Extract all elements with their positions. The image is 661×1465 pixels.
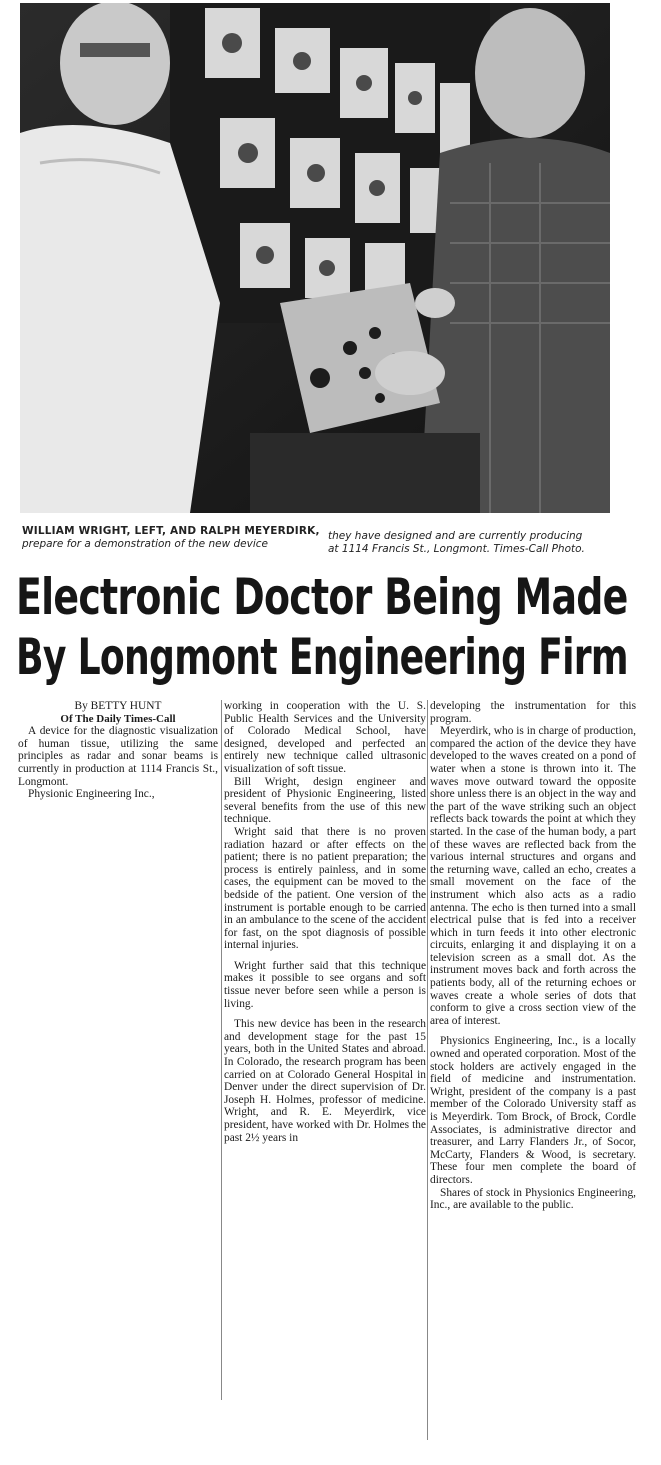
article-paragraph: Wright further said that this technique makes it possible to see organs and soft tissue never before seen while a person is living.: [224, 959, 426, 1010]
article-paragraph: This new device has been in the research and development stage for the past 15 years, both in the United States and abroad. In Colorado, the research program has been carried on at Colorado General Hospital in Denver under the direct supervision of Dr. Joseph H. Holmes, professor of medicine. Wright, and R. E. Meyerdirk, vice president, have worked with Dr. Holmes the past 2½ years in: [224, 1018, 426, 1144]
photo-icon: [20, 3, 610, 513]
article-column-3: [430, 700, 636, 1212]
byline-paper: Of The Daily Times-Call: [60, 712, 176, 725]
caption-line2: prepare for a demonstration of the new device: [22, 538, 268, 550]
article-paragraph: Shares of stock in Physionics Engineering, Inc., are available to the public.: [430, 1186, 636, 1212]
article-paragraph: developing the instrumentation for this program.: [430, 700, 636, 725]
article-column-2: [224, 700, 426, 1144]
article-paragraph: A device for the diagnostic visualization of human tissue, utilizing the same principles as radar and sonar beams is currently in production at 1114 Francis St., Longmont.: [18, 725, 218, 788]
photo-caption-left: [22, 525, 322, 551]
article-paragraph: Wright said that there is no proven radiation hazard or after effects on the patient; there is no patient preparation; the process is entirely painless, and in some cases, the equipment can be moved to the bedside of the patient. One version of the instrument is portable enough to be carried in an ambulance to the scene of the accident for fast, on the spot diagnosis of possible internal injuries.: [224, 825, 426, 952]
photo-caption-right: [328, 530, 628, 556]
column-rule-2: [427, 700, 428, 1440]
news-photo: [20, 3, 610, 513]
article-paragraph: Physionics Engineering, Inc., is a locally owned and operated corporation. Most of the stock holders are actively engaged in the field of medicine and instrumentation. Wright, president of the company is a past member of the Colorado University staff as is Meyerdirk. Tom Brock, of Brock, Cordle Associates, is administrative director and treasurer, and Larry Flanders Jr., of Socor, McCarty, Flanders & Wood, is secretary. These four men complete the board of directors.: [430, 1035, 636, 1186]
article-paragraph: Meyerdirk, who is in charge of production, compared the action of the device they have developed to the waves created on a pond of water when a stone is thrown into it. The waves move outward toward the opposite shore unless there is an object in the way and the part of the wave striking such an object reflects back towards the point at which they started. In the case of the human body, a part of these waves are reflected back from the various internal structures and organs and the returning wave, called an echo, creates a small movement on the face of the instrument which also acts as a radio antenna. The echo is then turned into a small electrical pulse that is fed into a receiver which in turn feeds it into other electronic circuits, enlarging it and displaying it on a television screen as a small dot. As the instrument moves back and forth across the patients body, all of the returning echoes or waves create a whole series of dots that conform to give a cross section view of the area of interest.: [430, 725, 636, 1027]
headline-line-2: By Longmont Engineering Firm: [16, 628, 628, 686]
caption-right-line1: they have designed and are currently producing: [328, 530, 583, 542]
column-rule-1: [221, 700, 222, 1400]
caption-names: WILLIAM WRIGHT, LEFT, AND RALPH MEYERDIRK,: [22, 525, 320, 537]
byline-author: By BETTY HUNT: [74, 700, 162, 712]
article-column-1: [18, 700, 218, 801]
article-paragraph: working in cooperation with the U. S. Public Health Services and the University of Colorado Medical School, have designed, developed and perfected an entirely new technique called ultrasonic visualization of soft tissue.: [224, 700, 426, 775]
caption-right-line2: at 1114 Francis St., Longmont. Times-Call Photo.: [328, 543, 585, 555]
headline-line-1: Electronic Doctor Being Made: [16, 568, 628, 626]
article-paragraph: Bill Wright, design engineer and president of Physionic Engineering, listed several benefits from the use of this new technique.: [224, 775, 426, 826]
article-paragraph: Physionic Engineering Inc.,: [28, 788, 155, 801]
